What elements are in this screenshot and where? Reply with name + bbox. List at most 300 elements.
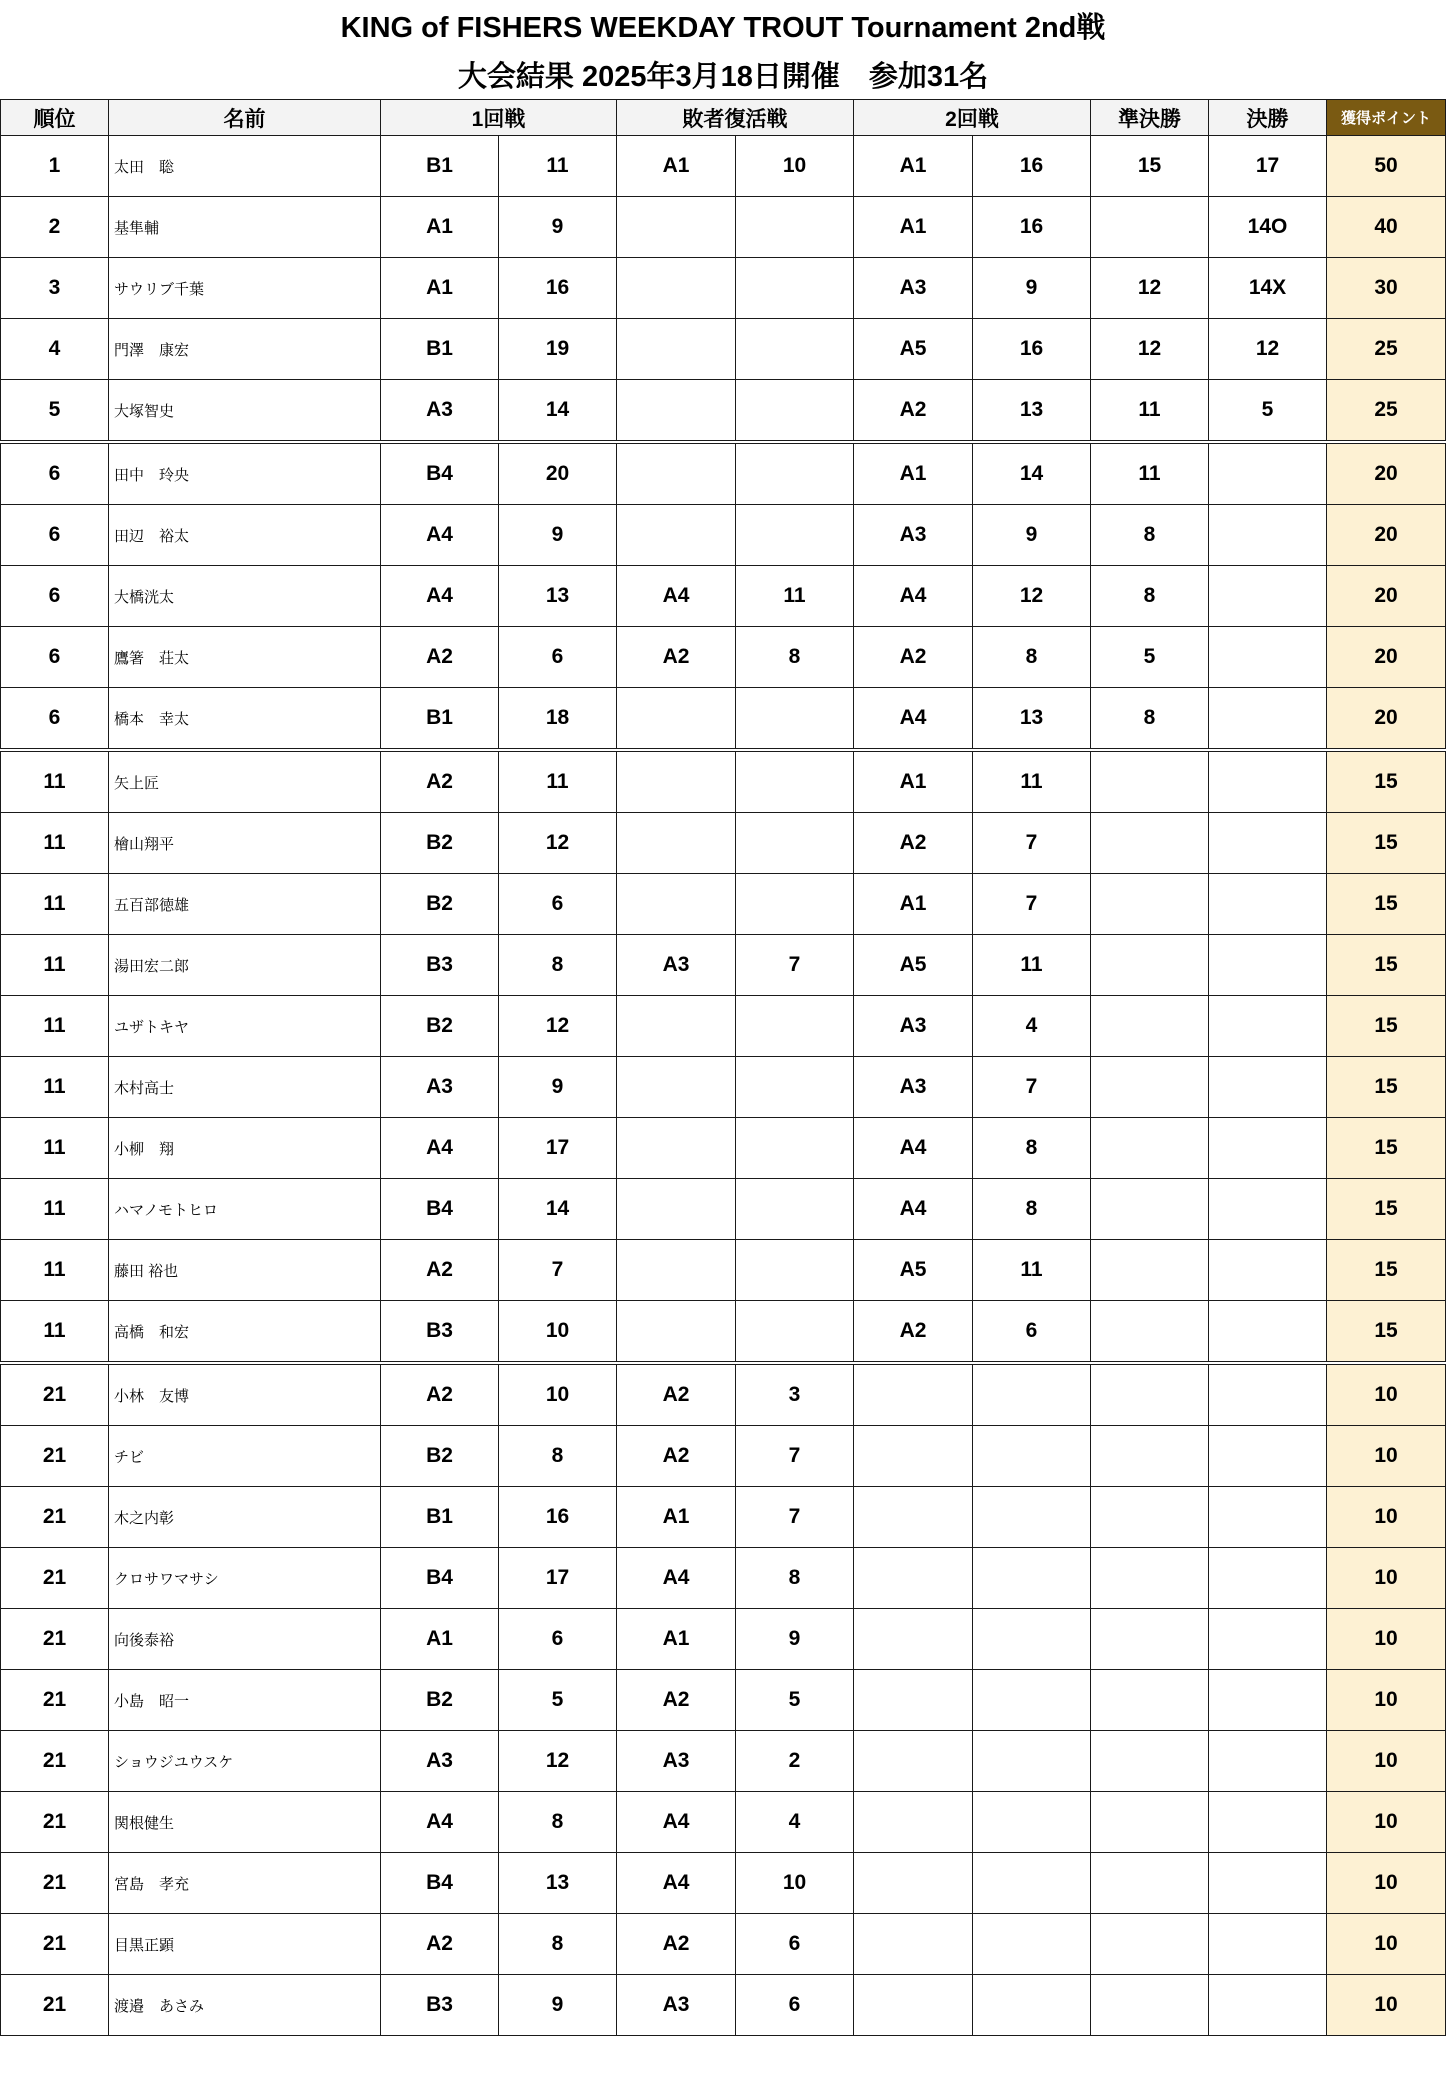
repechage-score-cell xyxy=(736,1057,854,1118)
round2-area-cell: A3 xyxy=(854,996,973,1057)
round1-score-cell: 7 xyxy=(499,1240,617,1301)
rank-cell: 11 xyxy=(1,1179,109,1240)
repechage-score-cell xyxy=(736,1118,854,1179)
round2-score-cell: 13 xyxy=(973,688,1091,751)
repechage-score-cell: 3 xyxy=(736,1363,854,1426)
round1-score-cell: 8 xyxy=(499,935,617,996)
points-cell: 10 xyxy=(1327,1853,1446,1914)
final-cell xyxy=(1209,996,1327,1057)
points-cell: 15 xyxy=(1327,750,1446,813)
repechage-score-cell xyxy=(736,688,854,751)
final-cell xyxy=(1209,505,1327,566)
round1-score-cell: 9 xyxy=(499,197,617,258)
round2-score-cell xyxy=(973,1731,1091,1792)
name-cell: 田中 玲央 xyxy=(109,442,381,505)
repechage-score-cell: 6 xyxy=(736,1975,854,2036)
round1-score-cell: 17 xyxy=(499,1118,617,1179)
semifinal-cell: 8 xyxy=(1091,505,1209,566)
table-row xyxy=(1,442,1446,505)
repechage-score-cell: 7 xyxy=(736,1487,854,1548)
name-cell: 木村高士 xyxy=(109,1057,381,1118)
round2-score-cell: 11 xyxy=(973,935,1091,996)
round1-area-cell: B1 xyxy=(381,319,499,380)
round1-score-cell: 9 xyxy=(499,505,617,566)
semifinal-cell xyxy=(1091,1240,1209,1301)
repechage-area-cell xyxy=(617,258,736,319)
semifinal-cell xyxy=(1091,813,1209,874)
rank-cell: 6 xyxy=(1,688,109,751)
points-cell: 10 xyxy=(1327,1487,1446,1548)
round2-area-cell: A5 xyxy=(854,935,973,996)
repechage-score-cell: 7 xyxy=(736,935,854,996)
final-cell xyxy=(1209,688,1327,751)
round2-area-cell: A2 xyxy=(854,627,973,688)
points-cell: 10 xyxy=(1327,1363,1446,1426)
table-row xyxy=(1,566,1446,627)
table-row xyxy=(1,1426,1446,1487)
rank-cell: 11 xyxy=(1,874,109,935)
points-cell: 15 xyxy=(1327,1301,1446,1364)
name-cell: 小柳 翔 xyxy=(109,1118,381,1179)
round1-area-cell: B3 xyxy=(381,1975,499,2036)
points-cell: 10 xyxy=(1327,1426,1446,1487)
final-cell: 5 xyxy=(1209,380,1327,443)
round1-area-cell: A2 xyxy=(381,750,499,813)
rank-cell: 11 xyxy=(1,1301,109,1364)
header-final: 決勝 xyxy=(1209,100,1327,136)
final-cell xyxy=(1209,442,1327,505)
rank-cell: 21 xyxy=(1,1914,109,1975)
rank-cell: 21 xyxy=(1,1853,109,1914)
semifinal-cell xyxy=(1091,935,1209,996)
round1-score-cell: 6 xyxy=(499,874,617,935)
final-cell xyxy=(1209,1731,1327,1792)
final-cell xyxy=(1209,566,1327,627)
table-row xyxy=(1,197,1446,258)
table-row xyxy=(1,1609,1446,1670)
semifinal-cell xyxy=(1091,1975,1209,2036)
round2-score-cell: 14 xyxy=(973,442,1091,505)
table-row xyxy=(1,1057,1446,1118)
round1-score-cell: 16 xyxy=(499,258,617,319)
round1-area-cell: A4 xyxy=(381,566,499,627)
round1-score-cell: 12 xyxy=(499,996,617,1057)
round2-score-cell xyxy=(973,1609,1091,1670)
rank-cell: 11 xyxy=(1,996,109,1057)
semifinal-cell xyxy=(1091,1548,1209,1609)
repechage-score-cell: 5 xyxy=(736,1670,854,1731)
round1-score-cell: 5 xyxy=(499,1670,617,1731)
repechage-area-cell: A3 xyxy=(617,1975,736,2036)
round1-score-cell: 16 xyxy=(499,1487,617,1548)
semifinal-cell: 12 xyxy=(1091,319,1209,380)
round1-score-cell: 8 xyxy=(499,1792,617,1853)
round2-score-cell: 12 xyxy=(973,566,1091,627)
table-row xyxy=(1,1487,1446,1548)
semifinal-cell: 5 xyxy=(1091,627,1209,688)
table-row xyxy=(1,136,1446,197)
round2-score-cell: 11 xyxy=(973,1240,1091,1301)
repechage-score-cell xyxy=(736,505,854,566)
repechage-score-cell: 8 xyxy=(736,1548,854,1609)
round2-score-cell: 9 xyxy=(973,505,1091,566)
repechage-score-cell: 7 xyxy=(736,1426,854,1487)
round2-score-cell xyxy=(973,1975,1091,2036)
name-cell: 大橋洸太 xyxy=(109,566,381,627)
name-cell: サウリブ千葉 xyxy=(109,258,381,319)
points-cell: 10 xyxy=(1327,1731,1446,1792)
table-row xyxy=(1,996,1446,1057)
repechage-score-cell xyxy=(736,380,854,443)
repechage-area-cell: A2 xyxy=(617,1670,736,1731)
table-row xyxy=(1,258,1446,319)
final-cell xyxy=(1209,627,1327,688)
points-cell: 20 xyxy=(1327,688,1446,751)
repechage-score-cell: 11 xyxy=(736,566,854,627)
round1-area-cell: A4 xyxy=(381,1792,499,1853)
semifinal-cell xyxy=(1091,1118,1209,1179)
semifinal-cell xyxy=(1091,1853,1209,1914)
results-table xyxy=(0,99,1446,2036)
round2-area-cell: A5 xyxy=(854,319,973,380)
round2-area-cell: A3 xyxy=(854,1057,973,1118)
rank-cell: 2 xyxy=(1,197,109,258)
rank-cell: 21 xyxy=(1,1548,109,1609)
round1-score-cell: 8 xyxy=(499,1914,617,1975)
points-cell: 50 xyxy=(1327,136,1446,197)
points-cell: 20 xyxy=(1327,566,1446,627)
repechage-score-cell xyxy=(736,1240,854,1301)
repechage-score-cell xyxy=(736,197,854,258)
round1-area-cell: B2 xyxy=(381,813,499,874)
round1-score-cell: 11 xyxy=(499,750,617,813)
final-cell: 14O xyxy=(1209,197,1327,258)
repechage-area-cell xyxy=(617,505,736,566)
name-cell: 小島 昭一 xyxy=(109,1670,381,1731)
semifinal-cell xyxy=(1091,1731,1209,1792)
table-row xyxy=(1,1914,1446,1975)
name-cell: 五百部徳雄 xyxy=(109,874,381,935)
repechage-score-cell xyxy=(736,996,854,1057)
name-cell: 関根健生 xyxy=(109,1792,381,1853)
name-cell: 矢上匠 xyxy=(109,750,381,813)
repechage-area-cell xyxy=(617,1118,736,1179)
final-cell xyxy=(1209,1548,1327,1609)
round2-score-cell xyxy=(973,1426,1091,1487)
round2-score-cell xyxy=(973,1853,1091,1914)
repechage-score-cell xyxy=(736,319,854,380)
round1-score-cell: 8 xyxy=(499,1426,617,1487)
repechage-score-cell xyxy=(736,1301,854,1364)
rank-cell: 5 xyxy=(1,380,109,443)
round1-score-cell: 6 xyxy=(499,627,617,688)
repechage-area-cell: A4 xyxy=(617,566,736,627)
rank-cell: 11 xyxy=(1,1240,109,1301)
repechage-area-cell: A1 xyxy=(617,1609,736,1670)
round2-area-cell xyxy=(854,1853,973,1914)
rank-cell: 11 xyxy=(1,1057,109,1118)
round1-area-cell: B4 xyxy=(381,1179,499,1240)
table-row xyxy=(1,380,1446,443)
semifinal-cell xyxy=(1091,1426,1209,1487)
round1-score-cell: 10 xyxy=(499,1363,617,1426)
points-cell: 20 xyxy=(1327,505,1446,566)
round2-area-cell xyxy=(854,1548,973,1609)
table-row xyxy=(1,1179,1446,1240)
table-row xyxy=(1,874,1446,935)
header-row xyxy=(1,100,1446,136)
final-cell xyxy=(1209,1363,1327,1426)
round2-area-cell xyxy=(854,1609,973,1670)
name-cell: ハマノモトヒロ xyxy=(109,1179,381,1240)
semifinal-cell xyxy=(1091,874,1209,935)
rank-cell: 21 xyxy=(1,1609,109,1670)
round2-area-cell: A1 xyxy=(854,750,973,813)
round2-score-cell xyxy=(973,1548,1091,1609)
repechage-area-cell xyxy=(617,1240,736,1301)
table-row xyxy=(1,319,1446,380)
table-row xyxy=(1,627,1446,688)
repechage-area-cell: A4 xyxy=(617,1548,736,1609)
round2-score-cell: 8 xyxy=(973,1118,1091,1179)
name-cell: 湯田宏二郎 xyxy=(109,935,381,996)
round2-score-cell: 11 xyxy=(973,750,1091,813)
semifinal-cell: 12 xyxy=(1091,258,1209,319)
round2-area-cell: A4 xyxy=(854,688,973,751)
round2-area-cell xyxy=(854,1426,973,1487)
rank-cell: 6 xyxy=(1,627,109,688)
name-cell: 小林 友博 xyxy=(109,1363,381,1426)
semifinal-cell xyxy=(1091,1487,1209,1548)
round2-area-cell xyxy=(854,1731,973,1792)
points-cell: 15 xyxy=(1327,874,1446,935)
table-row xyxy=(1,813,1446,874)
points-cell: 15 xyxy=(1327,996,1446,1057)
header-round1: 1回戦 xyxy=(381,100,617,136)
final-cell xyxy=(1209,1487,1327,1548)
round2-area-cell xyxy=(854,1670,973,1731)
final-cell xyxy=(1209,935,1327,996)
rank-cell: 1 xyxy=(1,136,109,197)
points-cell: 10 xyxy=(1327,1609,1446,1670)
rank-cell: 6 xyxy=(1,505,109,566)
rank-cell: 21 xyxy=(1,1363,109,1426)
points-cell: 10 xyxy=(1327,1548,1446,1609)
semifinal-cell xyxy=(1091,1363,1209,1426)
repechage-area-cell xyxy=(617,1301,736,1364)
repechage-area-cell xyxy=(617,750,736,813)
semifinal-cell: 8 xyxy=(1091,688,1209,751)
name-cell: 鷹箸 荘太 xyxy=(109,627,381,688)
round2-score-cell xyxy=(973,1670,1091,1731)
round1-area-cell: B2 xyxy=(381,874,499,935)
final-cell xyxy=(1209,1975,1327,2036)
round2-area-cell xyxy=(854,1792,973,1853)
repechage-area-cell xyxy=(617,874,736,935)
round1-area-cell: B1 xyxy=(381,136,499,197)
round2-area-cell: A1 xyxy=(854,197,973,258)
round1-area-cell: A3 xyxy=(381,1057,499,1118)
round1-area-cell: A3 xyxy=(381,380,499,443)
final-cell xyxy=(1209,1179,1327,1240)
round1-area-cell: B3 xyxy=(381,1301,499,1364)
repechage-score-cell: 6 xyxy=(736,1914,854,1975)
header-repechage: 敗者復活戦 xyxy=(617,100,854,136)
semifinal-cell xyxy=(1091,1670,1209,1731)
semifinal-cell xyxy=(1091,197,1209,258)
name-cell: 向後泰裕 xyxy=(109,1609,381,1670)
round1-area-cell: B2 xyxy=(381,1426,499,1487)
final-cell xyxy=(1209,813,1327,874)
round1-score-cell: 17 xyxy=(499,1548,617,1609)
table-row xyxy=(1,1853,1446,1914)
name-cell: 門澤 康宏 xyxy=(109,319,381,380)
round1-score-cell: 10 xyxy=(499,1301,617,1364)
semifinal-cell: 11 xyxy=(1091,380,1209,443)
semifinal-cell xyxy=(1091,1301,1209,1364)
semifinal-cell xyxy=(1091,750,1209,813)
repechage-area-cell: A1 xyxy=(617,136,736,197)
round1-area-cell: A2 xyxy=(381,627,499,688)
points-cell: 10 xyxy=(1327,1792,1446,1853)
rank-cell: 21 xyxy=(1,1487,109,1548)
round2-area-cell xyxy=(854,1487,973,1548)
final-cell: 17 xyxy=(1209,136,1327,197)
points-cell: 15 xyxy=(1327,1057,1446,1118)
semifinal-cell: 15 xyxy=(1091,136,1209,197)
repechage-score-cell: 4 xyxy=(736,1792,854,1853)
final-cell xyxy=(1209,1240,1327,1301)
rank-cell: 21 xyxy=(1,1975,109,2036)
round2-area-cell: A3 xyxy=(854,505,973,566)
document-title: KING of FISHERS WEEKDAY TROUT Tournament 2nd戦 xyxy=(340,12,1106,44)
repechage-score-cell: 9 xyxy=(736,1609,854,1670)
round1-score-cell: 12 xyxy=(499,1731,617,1792)
table-row xyxy=(1,1240,1446,1301)
repechage-area-cell: A2 xyxy=(617,1914,736,1975)
repechage-area-cell xyxy=(617,319,736,380)
name-cell: 藤田 裕也 xyxy=(109,1240,381,1301)
final-cell xyxy=(1209,1853,1327,1914)
round2-area-cell: A2 xyxy=(854,1301,973,1364)
round1-score-cell: 9 xyxy=(499,1975,617,2036)
table-row xyxy=(1,688,1446,751)
round2-score-cell: 7 xyxy=(973,813,1091,874)
repechage-area-cell: A1 xyxy=(617,1487,736,1548)
round1-score-cell: 13 xyxy=(499,566,617,627)
repechage-area-cell xyxy=(617,1179,736,1240)
round2-score-cell xyxy=(973,1363,1091,1426)
points-cell: 15 xyxy=(1327,935,1446,996)
table-row xyxy=(1,1118,1446,1179)
table-row xyxy=(1,1792,1446,1853)
repechage-score-cell xyxy=(736,442,854,505)
round2-score-cell: 7 xyxy=(973,1057,1091,1118)
semifinal-cell: 11 xyxy=(1091,442,1209,505)
header-round2: 2回戦 xyxy=(854,100,1091,136)
name-cell: 太田 聡 xyxy=(109,136,381,197)
round1-score-cell: 18 xyxy=(499,688,617,751)
semifinal-cell xyxy=(1091,1914,1209,1975)
repechage-area-cell xyxy=(617,197,736,258)
repechage-area-cell: A4 xyxy=(617,1853,736,1914)
round2-score-cell: 8 xyxy=(973,1179,1091,1240)
final-cell xyxy=(1209,1914,1327,1975)
rank-cell: 11 xyxy=(1,935,109,996)
round1-score-cell: 20 xyxy=(499,442,617,505)
results-body xyxy=(1,136,1446,2036)
points-cell: 25 xyxy=(1327,319,1446,380)
rank-cell: 6 xyxy=(1,442,109,505)
repechage-area-cell: A3 xyxy=(617,935,736,996)
final-cell xyxy=(1209,1792,1327,1853)
semifinal-cell xyxy=(1091,1792,1209,1853)
final-cell xyxy=(1209,750,1327,813)
round1-score-cell: 12 xyxy=(499,813,617,874)
table-row xyxy=(1,750,1446,813)
points-cell: 25 xyxy=(1327,380,1446,443)
points-cell: 30 xyxy=(1327,258,1446,319)
points-cell: 40 xyxy=(1327,197,1446,258)
final-cell xyxy=(1209,874,1327,935)
points-cell: 10 xyxy=(1327,1914,1446,1975)
round2-score-cell xyxy=(973,1487,1091,1548)
name-cell: 大塚智史 xyxy=(109,380,381,443)
round2-score-cell: 7 xyxy=(973,874,1091,935)
rank-cell: 11 xyxy=(1,750,109,813)
name-cell: 目黒正顕 xyxy=(109,1914,381,1975)
final-cell: 14X xyxy=(1209,258,1327,319)
round1-area-cell: A2 xyxy=(381,1240,499,1301)
round1-area-cell: A4 xyxy=(381,1118,499,1179)
name-cell: 高橋 和宏 xyxy=(109,1301,381,1364)
name-cell: クロサワマサシ xyxy=(109,1548,381,1609)
round2-score-cell: 13 xyxy=(973,380,1091,443)
round1-score-cell: 13 xyxy=(499,1853,617,1914)
round2-score-cell: 16 xyxy=(973,136,1091,197)
round1-area-cell: B3 xyxy=(381,935,499,996)
round1-area-cell: A1 xyxy=(381,258,499,319)
semifinal-cell: 8 xyxy=(1091,566,1209,627)
name-cell: 基隼輔 xyxy=(109,197,381,258)
repechage-area-cell: A2 xyxy=(617,627,736,688)
name-cell: 宮島 孝充 xyxy=(109,1853,381,1914)
round2-score-cell: 9 xyxy=(973,258,1091,319)
name-cell: 渡邉 あさみ xyxy=(109,1975,381,2036)
repechage-score-cell xyxy=(736,1179,854,1240)
table-row xyxy=(1,1548,1446,1609)
final-cell xyxy=(1209,1057,1327,1118)
round1-score-cell: 14 xyxy=(499,380,617,443)
round2-area-cell: A4 xyxy=(854,1179,973,1240)
round2-score-cell: 6 xyxy=(973,1301,1091,1364)
rank-cell: 21 xyxy=(1,1670,109,1731)
repechage-area-cell xyxy=(617,813,736,874)
semifinal-cell xyxy=(1091,1179,1209,1240)
round1-area-cell: A3 xyxy=(381,1731,499,1792)
repechage-score-cell xyxy=(736,750,854,813)
repechage-score-cell: 2 xyxy=(736,1731,854,1792)
round1-score-cell: 11 xyxy=(499,136,617,197)
semifinal-cell xyxy=(1091,1057,1209,1118)
table-row xyxy=(1,1363,1446,1426)
header-points: 獲得ポイント xyxy=(1327,100,1446,136)
points-cell: 20 xyxy=(1327,442,1446,505)
rank-cell: 11 xyxy=(1,813,109,874)
round1-area-cell: A1 xyxy=(381,197,499,258)
final-cell xyxy=(1209,1609,1327,1670)
round2-area-cell: A2 xyxy=(854,813,973,874)
